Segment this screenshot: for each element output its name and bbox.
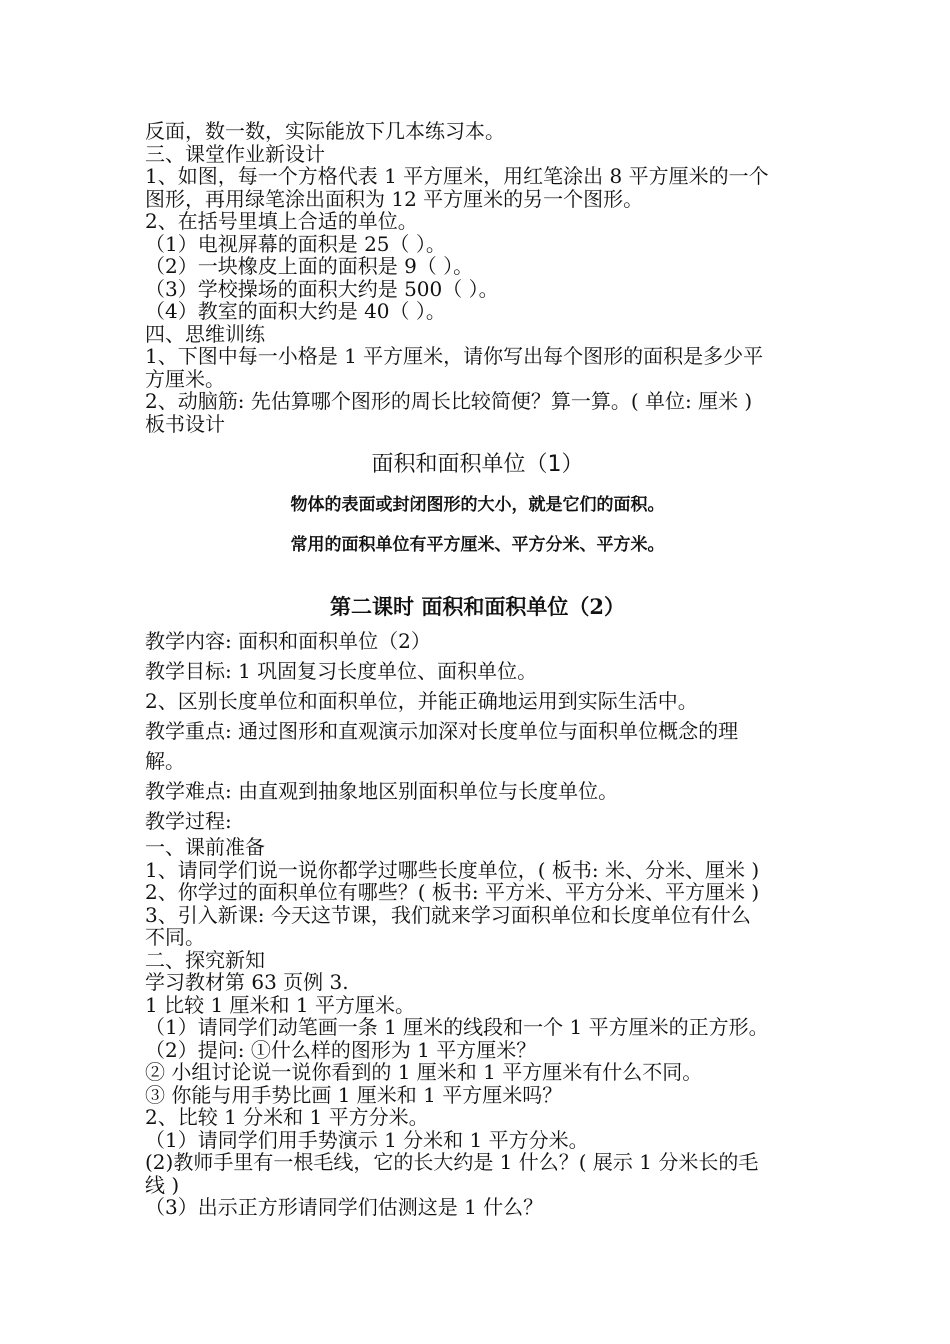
heading-line: 板书设计 — [145, 411, 225, 436]
text-line: 方厘米。 — [145, 366, 225, 391]
heading-line: 三、课堂作业新设计 — [145, 141, 325, 166]
text-line: （4）教室的面积大约是 40（ ）。 — [145, 299, 446, 323]
blackboard-design — [145, 445, 810, 565]
text-line: （1）电视屏幕的面积是 25（ ）。 — [145, 231, 446, 256]
board-title: 面积和面积单位（1） — [371, 452, 584, 477]
heading-line: 四、思维训练 — [145, 321, 265, 346]
text-line: 2、比较 1 分米和 1 平方分米。 — [145, 1105, 429, 1129]
text-line: （3）学校操场的面积大约是 500（ ）。 — [145, 276, 499, 301]
text-line: 学习教材第 63 页例 3. — [145, 970, 349, 994]
text-line: 2、在括号里填上合适的单位。 — [145, 209, 418, 233]
text-line: ③ 你能与用手势比画 1 厘米和 1 平方厘米吗？ — [145, 1082, 563, 1107]
text-line: ② 小组讨论说一说你看到的 1 厘米和 1 平方厘米有什么不同。 — [145, 1060, 703, 1084]
lesson-text-block — [145, 626, 810, 1219]
text-line: 解。 — [145, 749, 185, 773]
text-line: 教学难点: 由直观到抽象地区别面积单位与长度单位。 — [145, 779, 619, 803]
text-line: （1）请同学们动笔画一条 1 厘米的线段和一个 1 平方厘米的正方形。 — [145, 1015, 769, 1039]
section-title: 第二课时 面积和面积单位（2） — [330, 594, 625, 619]
text-line: 2、你学过的面积单位有哪些？( 板书: 平方米、平方分米、平方厘米 ) — [145, 880, 760, 904]
text-line: 不同。 — [145, 925, 205, 949]
text-line: （1）请同学们用手势演示 1 分米和 1 平方分米。 — [145, 1127, 589, 1152]
text-line: 教学内容: 面积和面积单位（2） — [145, 629, 431, 653]
text-line: （3）出示正方形请同学们估测这是 1 什么？ — [145, 1195, 544, 1219]
board-line: 常用的面积单位有平方厘米、平方分米、平方米。 — [290, 535, 665, 555]
text-line: 教学重点: 通过图形和直观演示加深对长度单位与面积单位概念的理 — [145, 719, 739, 743]
text-line: 线 ) — [145, 1172, 180, 1197]
text-line: （2）一块橡皮上面的面积是 9（ ）。 — [145, 254, 474, 278]
text-line: （2）提问: ①什么样的图形为 1 平方厘米？ — [145, 1037, 537, 1062]
text-line: 1、下图中每一小格是 1 平方厘米，请你写出每个图形的面积是多少平 — [145, 344, 764, 368]
text-line: 1、请同学们说一说你都学过哪些长度单位，( 板书: 米、分米、厘米 ) — [145, 857, 760, 882]
text-line: 1、如图，每一个方格代表 1 平方厘米，用红笔涂出 8 平方厘米的一个 — [145, 164, 769, 188]
board-line: 物体的表面或封闭图形的大小，就是它们的面积。 — [290, 495, 665, 515]
text-line: 2、区别长度单位和面积单位，并能正确地运用到实际生活中。 — [145, 689, 698, 713]
text-line: 教学目标: 1 巩固复习长度单位、面积单位。 — [145, 659, 538, 683]
text-line: 2、动脑筋: 先估算哪个图形的周长比较简便？算一算。( 单位: 厘米 ) — [145, 389, 753, 413]
text-line: 1 比较 1 厘米和 1 平方厘米。 — [145, 992, 415, 1017]
text-line: 反面，数一数，实际能放下几本练习本。 — [145, 119, 505, 143]
text-line: (2)教师手里有一根毛线，它的长大约是 1 什么？( 展示 1 分米长的毛 — [145, 1150, 759, 1174]
heading-line: 一、课前准备 — [145, 835, 265, 859]
heading-line: 二、探究新知 — [145, 947, 265, 972]
text-line: 3、引入新课: 今天这节课，我们就来学习面积单位和长度单位有什么 — [145, 902, 751, 927]
top-text-block — [145, 120, 810, 435]
text-line: 图形，再用绿笔涂出面积为 12 平方厘米的另一个图形。 — [145, 186, 644, 211]
text-line: 教学过程: — [145, 809, 232, 833]
